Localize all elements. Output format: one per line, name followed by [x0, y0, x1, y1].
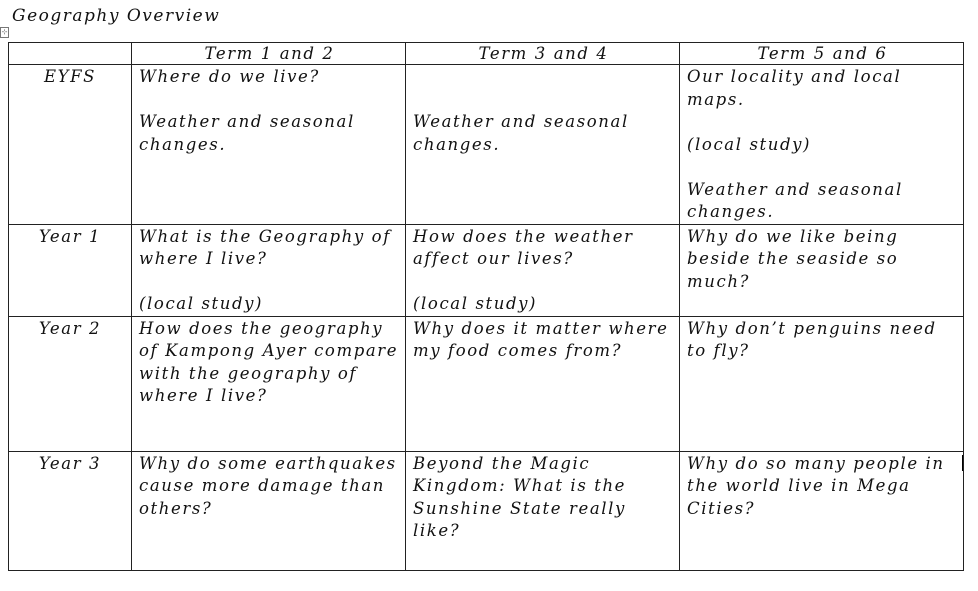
cell-year-3-term-5-6[interactable]: Why do so many people in the world live in Mega Cities?	[680, 451, 964, 570]
cell-year-1-term-3-4[interactable]: How does the weather affect our lives? (local study)	[406, 224, 680, 316]
cell-year-2-term-3-4[interactable]: Why does it matter where my food comes from?	[406, 316, 680, 451]
header-term-3-4[interactable]: Term 3 and 4	[406, 43, 680, 65]
table-move-handle-icon[interactable]: ⊹	[1, 28, 8, 36]
document-title: Geography Overview	[12, 6, 221, 26]
row-label-year-1[interactable]: Year 1	[9, 224, 132, 316]
cell-year-3-term-1-2[interactable]: Why do some earthquakes cause more damage than others?	[132, 451, 406, 570]
header-term-5-6[interactable]: Term 5 and 6	[680, 43, 964, 65]
geography-overview-table	[8, 42, 964, 571]
cell-year-1-term-5-6[interactable]: Why do we like being beside the seaside so much?	[680, 224, 964, 316]
cell-eyfs-term-3-4[interactable]: Weather and seasonal changes.	[406, 65, 680, 225]
header-cell-empty[interactable]	[9, 43, 132, 65]
cell-year-1-term-1-2[interactable]: What is the Geography of where I live? (local study)	[132, 224, 406, 316]
cell-year-2-term-5-6[interactable]: Why don’t penguins need to fly?	[680, 316, 964, 451]
cell-eyfs-term-5-6[interactable]: Our locality and local maps. (local study) Weather and seasonal changes.	[680, 65, 964, 225]
row-label-year-3[interactable]: Year 3	[9, 451, 132, 570]
cell-year-2-term-1-2[interactable]: How does the geography of Kampong Ayer compare with the geography of where I live?	[132, 316, 406, 451]
row-label-year-2[interactable]: Year 2	[9, 316, 132, 451]
cell-year-3-term-3-4[interactable]: Beyond the Magic Kingdom: What is the Sunshine State really like?	[406, 451, 680, 570]
table-row-eyfs	[9, 65, 964, 225]
table-row-year-3	[9, 451, 964, 570]
table-row-year-1	[9, 224, 964, 316]
cell-eyfs-term-1-2[interactable]: Where do we live? Weather and seasonal changes.	[132, 65, 406, 225]
header-term-1-2[interactable]: Term 1 and 2	[132, 43, 406, 65]
text-cursor	[962, 455, 963, 471]
row-label-eyfs[interactable]: EYFS	[9, 65, 132, 225]
table-row-year-2	[9, 316, 964, 451]
table-header-row	[9, 43, 964, 65]
